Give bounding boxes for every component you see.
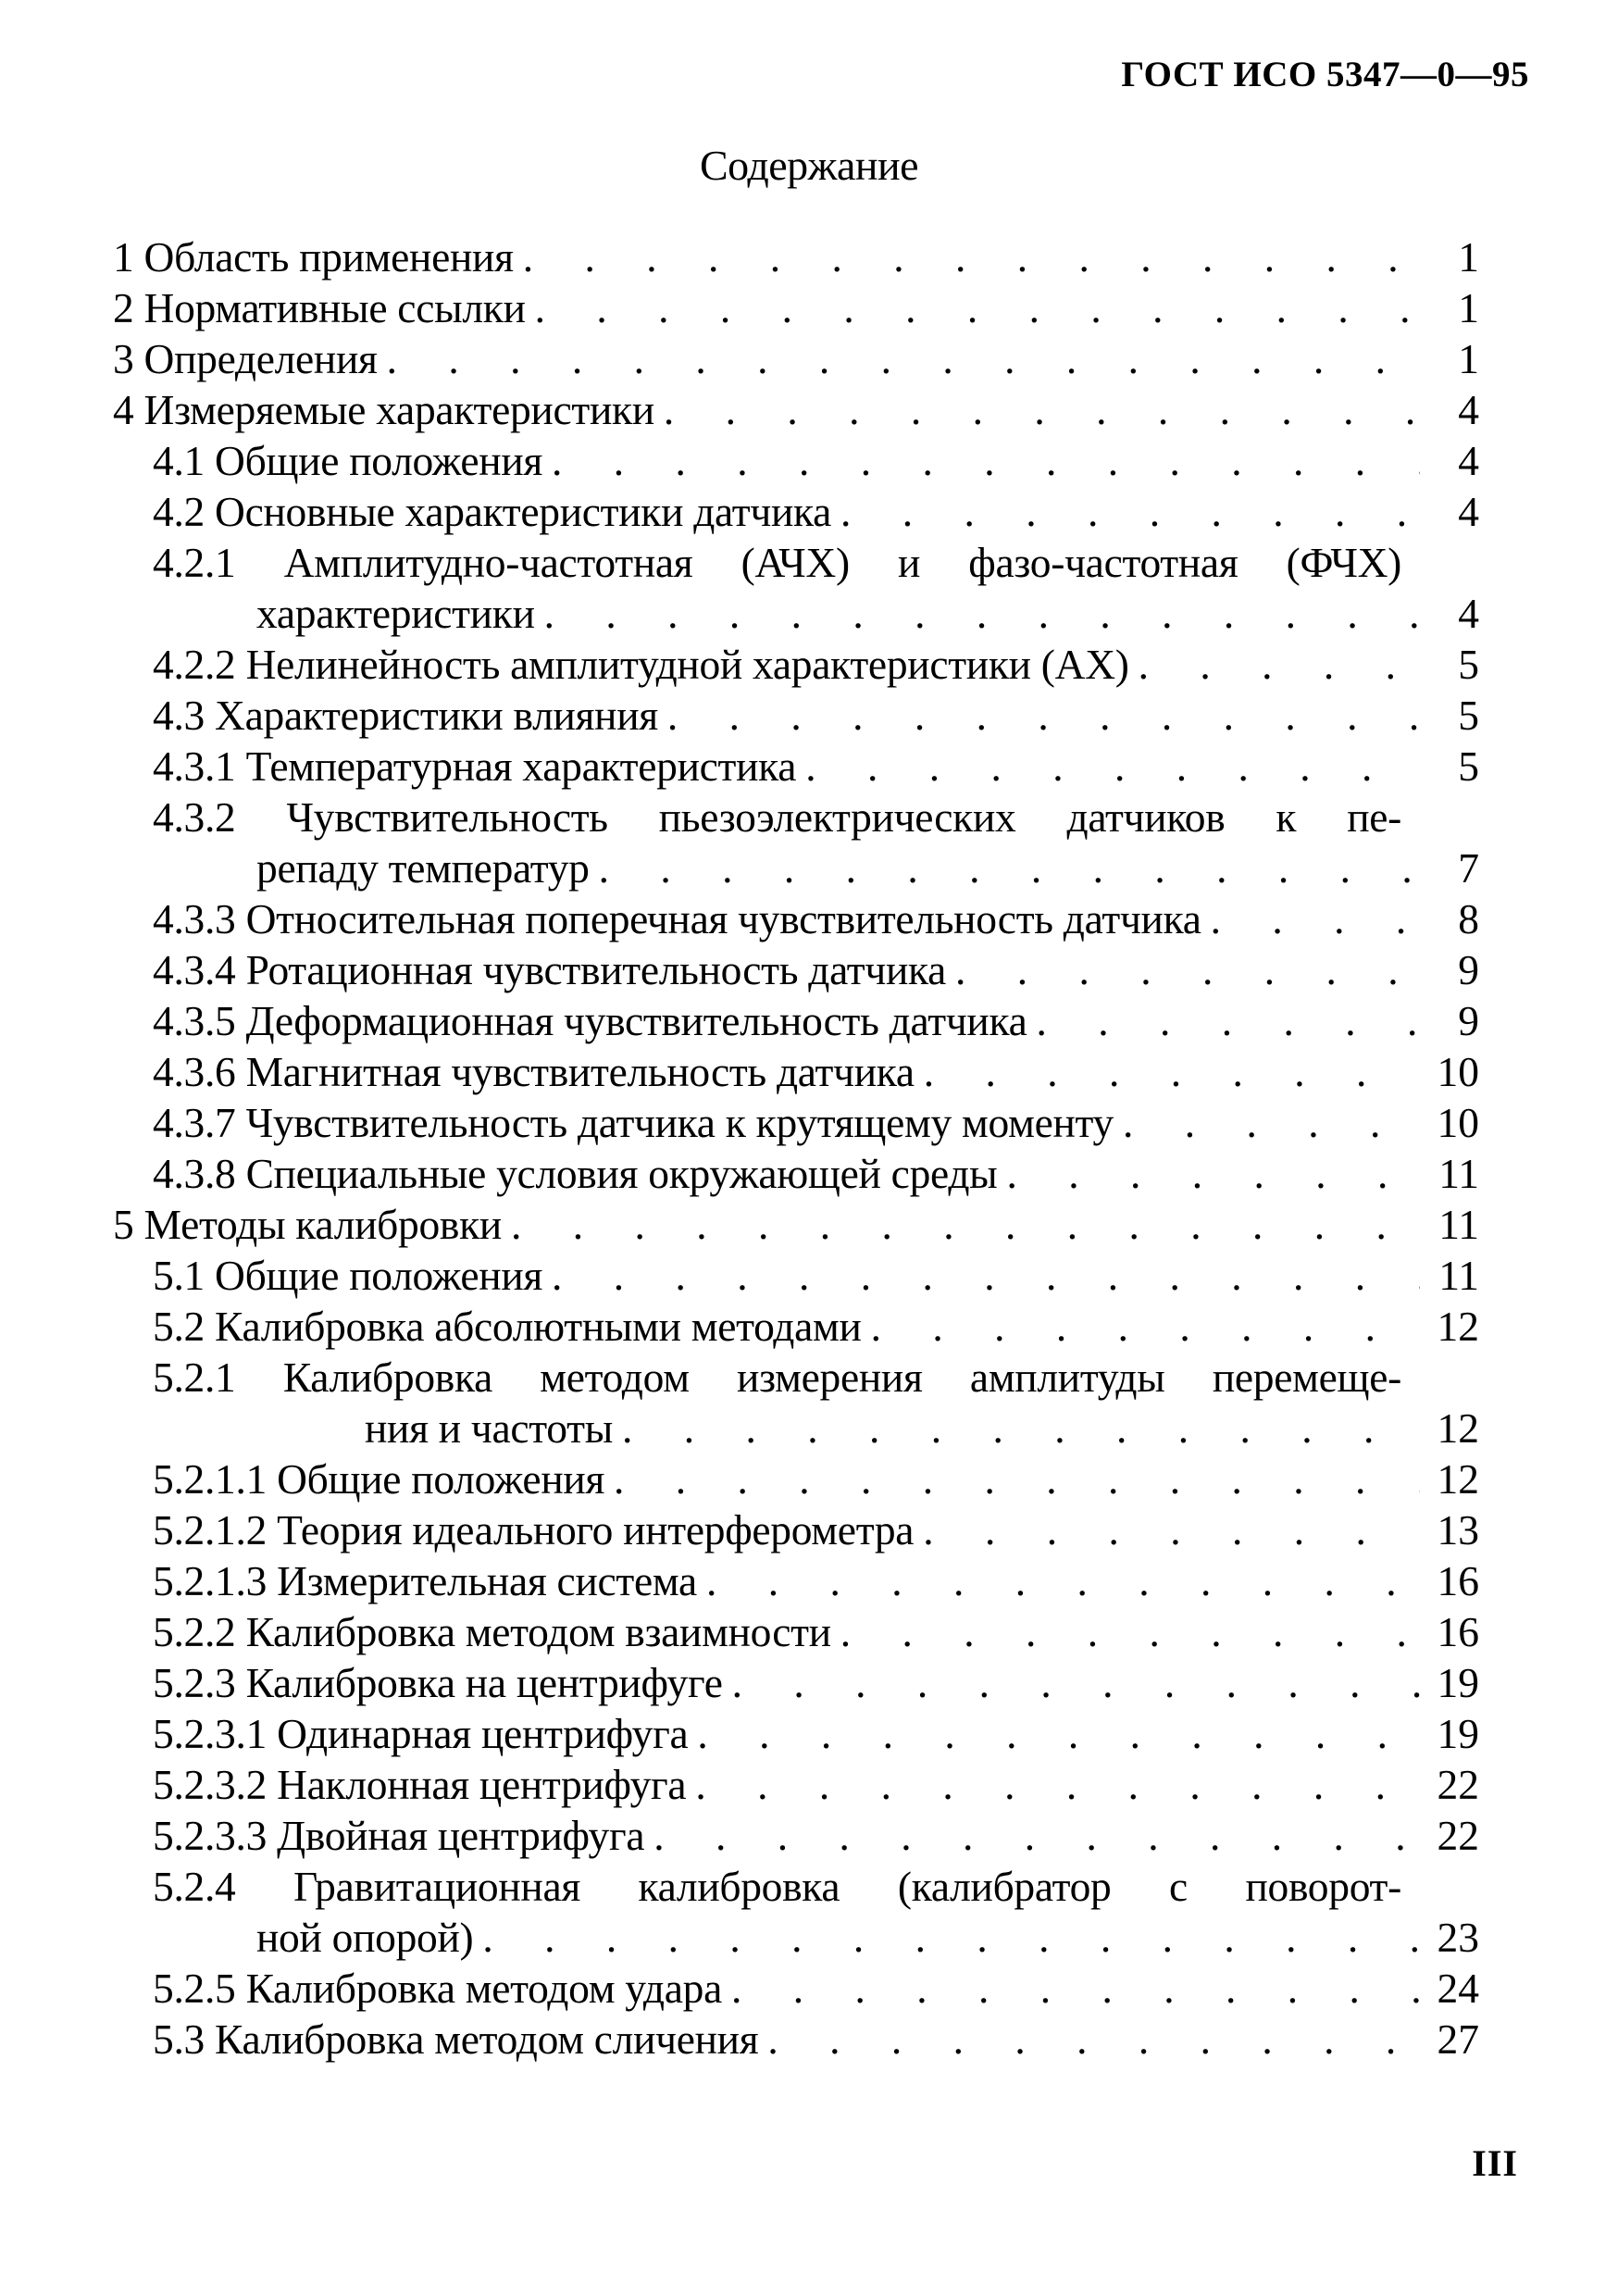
toc-entry-label: 5.2.3.2 Наклонная центрифуга xyxy=(153,1761,687,1808)
toc-entry-label: 2 Нормативные ссылки xyxy=(113,284,526,331)
toc-entry[interactable] xyxy=(113,893,1479,944)
toc-entry-page: 12 xyxy=(1437,1455,1479,1503)
toc-entry[interactable] xyxy=(113,1708,1479,1759)
toc-leader-dots xyxy=(862,1301,1420,1352)
toc-entry-label: 5.2.4 Гравитационная калибровка (калибратор с поворот- xyxy=(153,1863,1401,1910)
toc-leader-dots xyxy=(526,282,1420,333)
toc-entry-page: 12 xyxy=(1437,1303,1479,1350)
toc-entry[interactable] xyxy=(113,1759,1479,1810)
toc-entry-page: 11 xyxy=(1438,1150,1479,1197)
toc-entry-page: 5 xyxy=(1458,742,1479,790)
toc-leader-dots xyxy=(722,1963,1420,2014)
toc-entry-page: 1 xyxy=(1458,335,1479,382)
toc-entry[interactable] xyxy=(113,995,1479,1046)
toc-leader-dots xyxy=(644,1810,1420,1861)
toc-entry-label: 4.1 Общие положения xyxy=(153,437,542,484)
toc-leader-dots xyxy=(758,2014,1420,2065)
toc-entry[interactable] xyxy=(113,1454,1479,1504)
toc-leader-dots xyxy=(914,1504,1420,1555)
toc-leader-dots xyxy=(831,486,1420,537)
toc-entry-label: 5.2.5 Калибровка методом удара xyxy=(153,1965,722,2012)
toc-entry-line1[interactable] xyxy=(113,792,1479,842)
toc-entry[interactable] xyxy=(113,1301,1479,1352)
toc-leader-dots xyxy=(613,1403,1420,1454)
toc-entry-label: 5.2.3 Калибровка на центрифуге xyxy=(153,1659,723,1706)
toc-entry-label: 4.3.1 Температурная характеристика xyxy=(153,742,797,790)
toc-entry[interactable] xyxy=(113,384,1479,435)
toc-entry-line1[interactable] xyxy=(113,1861,1479,1912)
toc-entry[interactable] xyxy=(113,435,1479,486)
toc-entry[interactable] xyxy=(113,1199,1479,1250)
toc-leader-dots xyxy=(542,1250,1420,1301)
toc-leader-dots xyxy=(590,842,1420,893)
toc-entry-label: 5.2.1.1 Общие положения xyxy=(153,1455,605,1503)
toc-entry-label: 5.2.1.3 Измерительная система xyxy=(153,1557,697,1604)
toc-entry-label: 5.1 Общие положения xyxy=(153,1252,542,1299)
toc-entry-page: 5 xyxy=(1458,692,1479,739)
toc-entry-label: 4.2 Основные характеристики датчика xyxy=(153,488,832,535)
toc-entry-page: 12 xyxy=(1437,1404,1479,1452)
toc-entry[interactable] xyxy=(113,1657,1479,1708)
toc-leader-dots xyxy=(654,384,1420,435)
toc-leader-dots xyxy=(697,1555,1420,1606)
toc-leader-dots xyxy=(1027,995,1420,1046)
toc-entry[interactable] xyxy=(113,741,1479,792)
toc-entry-page: 5 xyxy=(1458,641,1479,688)
toc-entry[interactable] xyxy=(113,944,1479,995)
toc-entry[interactable] xyxy=(113,1250,1479,1301)
toc-entry-label: 5.2.3.1 Одинарная центрифуга xyxy=(153,1710,689,1757)
toc-entry-page: 19 xyxy=(1437,1710,1479,1757)
document-code: ГОСТ ИСО 5347—0—95 xyxy=(1121,55,1529,94)
toc-leader-dots xyxy=(542,435,1420,486)
toc-entry-label: 4.3.8 Специальные условия окружающей среды xyxy=(153,1150,998,1197)
toc-entry[interactable] xyxy=(113,2014,1479,2065)
toc-entry-page: 16 xyxy=(1437,1608,1479,1655)
toc-entry[interactable] xyxy=(113,231,1479,282)
toc-leader-dots xyxy=(688,1708,1420,1759)
toc-entry-label: 4.3 Характеристики влияния xyxy=(153,692,658,739)
toc-entry-label: 5 Методы калибровки xyxy=(113,1201,502,1248)
toc-entry-line2[interactable] xyxy=(113,1403,1479,1454)
toc-leader-dots xyxy=(915,1046,1420,1097)
toc-entry-page: 19 xyxy=(1437,1659,1479,1706)
toc-entry-label: 5.3 Калибровка методом сличения xyxy=(153,2015,759,2063)
toc-entry-page: 4 xyxy=(1458,590,1479,637)
toc-leader-dots xyxy=(514,231,1420,282)
toc-entry-line2[interactable] xyxy=(113,1912,1479,1963)
toc-entry-page: 7 xyxy=(1458,844,1479,892)
toc-entry-label: 4 Измеряемые характеристики xyxy=(113,386,654,433)
toc-entry-label: 3 Определения xyxy=(113,335,378,382)
toc-leader-dots xyxy=(831,1606,1420,1657)
toc-leader-dots xyxy=(946,944,1420,995)
toc-entry-label: 4.3.6 Магнитная чувствительность датчика xyxy=(153,1048,915,1095)
toc-leader-dots xyxy=(997,1148,1420,1199)
toc-entry[interactable] xyxy=(113,1963,1479,2014)
toc-leader-dots xyxy=(502,1199,1420,1250)
toc-leader-dots xyxy=(658,690,1420,741)
toc-entry-page: 23 xyxy=(1437,1914,1479,1961)
toc-leader-dots xyxy=(686,1759,1420,1810)
toc-entry-label: 4.3.4 Ротационная чувствительность датчика xyxy=(153,946,947,993)
toc-entry-label: 5.2.1 Калибровка методом измерения амплитуды перемеще- xyxy=(153,1354,1401,1401)
toc-entry-label: 1 Область применения xyxy=(113,233,514,281)
toc-entry[interactable] xyxy=(113,486,1479,537)
toc-entry-line1[interactable] xyxy=(113,537,1479,588)
toc-entry-line2[interactable] xyxy=(113,588,1479,639)
toc-entry-label: 4.2.2 Нелинейность амплитудной характеристики (АХ) xyxy=(153,641,1129,688)
toc-leader-dots xyxy=(796,741,1420,792)
toc-entry[interactable] xyxy=(113,282,1479,333)
toc-entry-label: 4.3.7 Чувствительность датчика к крутящему моменту xyxy=(153,1099,1114,1146)
toc-entry-label: 5.2.3.3 Двойная центрифуга xyxy=(153,1812,645,1859)
table-of-contents xyxy=(113,231,1479,2065)
toc-entry[interactable] xyxy=(113,1097,1479,1148)
toc-entry-page: 1 xyxy=(1458,233,1479,281)
toc-entry[interactable] xyxy=(113,333,1479,384)
toc-entry-label: 4.3.3 Относительная поперечная чувствительность датчика xyxy=(153,895,1201,942)
toc-leader-dots xyxy=(378,333,1420,384)
toc-leader-dots xyxy=(604,1454,1420,1504)
toc-entry-page: 4 xyxy=(1458,488,1479,535)
toc-entry-page: 24 xyxy=(1437,1965,1479,2012)
toc-leader-dots xyxy=(535,588,1420,639)
toc-entry-label-continued: ния и частоты xyxy=(365,1404,613,1452)
toc-entry-label: 5.2.1.2 Теория идеального интерферометра xyxy=(153,1506,915,1554)
toc-entry[interactable] xyxy=(113,1148,1479,1199)
toc-entry-page: 9 xyxy=(1458,997,1479,1044)
toc-entry-line1[interactable] xyxy=(113,1352,1479,1403)
toc-entry-page: 4 xyxy=(1458,386,1479,433)
toc-entry[interactable] xyxy=(113,1606,1479,1657)
toc-entry-label-continued: характеристики xyxy=(256,590,535,637)
toc-entry-label-continued: ной опорой) xyxy=(256,1914,474,1961)
toc-leader-dots xyxy=(1114,1097,1420,1148)
toc-entry-page: 10 xyxy=(1437,1048,1479,1095)
toc-entry-page: 11 xyxy=(1438,1201,1479,1248)
toc-entry[interactable] xyxy=(113,1504,1479,1555)
toc-entry-page: 8 xyxy=(1458,895,1479,942)
toc-leader-dots xyxy=(723,1657,1420,1708)
page-number: III xyxy=(1472,2142,1518,2184)
toc-entry-page: 4 xyxy=(1458,437,1479,484)
toc-entry-page: 1 xyxy=(1458,284,1479,331)
toc-entry-page: 10 xyxy=(1437,1099,1479,1146)
toc-entry-label: 5.2.2 Калибровка методом взаимности xyxy=(153,1608,831,1655)
toc-leader-dots xyxy=(473,1912,1420,1963)
toc-entry-label: 4.3.5 Деформационная чувствительность датчика xyxy=(153,997,1027,1044)
toc-entry[interactable] xyxy=(113,1046,1479,1097)
toc-entry-label: 5.2 Калибровка абсолютными методами xyxy=(153,1303,862,1350)
toc-entry-label-continued: репаду температур xyxy=(256,844,590,892)
toc-leader-dots xyxy=(1129,639,1420,690)
toc-entry-label: 4.2.1 Амплитудно-частотная (АЧХ) и фазо-частотная (ФЧХ) xyxy=(153,539,1401,586)
toc-entry[interactable] xyxy=(113,1555,1479,1606)
toc-entry[interactable] xyxy=(113,690,1479,741)
toc-entry-line2[interactable] xyxy=(113,842,1479,893)
toc-entry[interactable] xyxy=(113,1810,1479,1861)
toc-entry-page: 16 xyxy=(1437,1557,1479,1604)
toc-entry-page: 22 xyxy=(1437,1812,1479,1859)
toc-entry[interactable] xyxy=(113,639,1479,690)
toc-entry-page: 22 xyxy=(1437,1761,1479,1808)
toc-entry-label: 4.3.2 Чувствительность пьезоэлектрических датчиков к пе- xyxy=(153,793,1401,841)
toc-title: Содержание xyxy=(699,142,919,189)
toc-leader-dots xyxy=(1201,893,1420,944)
toc-entry-page: 9 xyxy=(1458,946,1479,993)
toc-entry-page: 27 xyxy=(1437,2015,1479,2063)
toc-entry-page: 13 xyxy=(1437,1506,1479,1554)
toc-entry-page: 11 xyxy=(1438,1252,1479,1299)
